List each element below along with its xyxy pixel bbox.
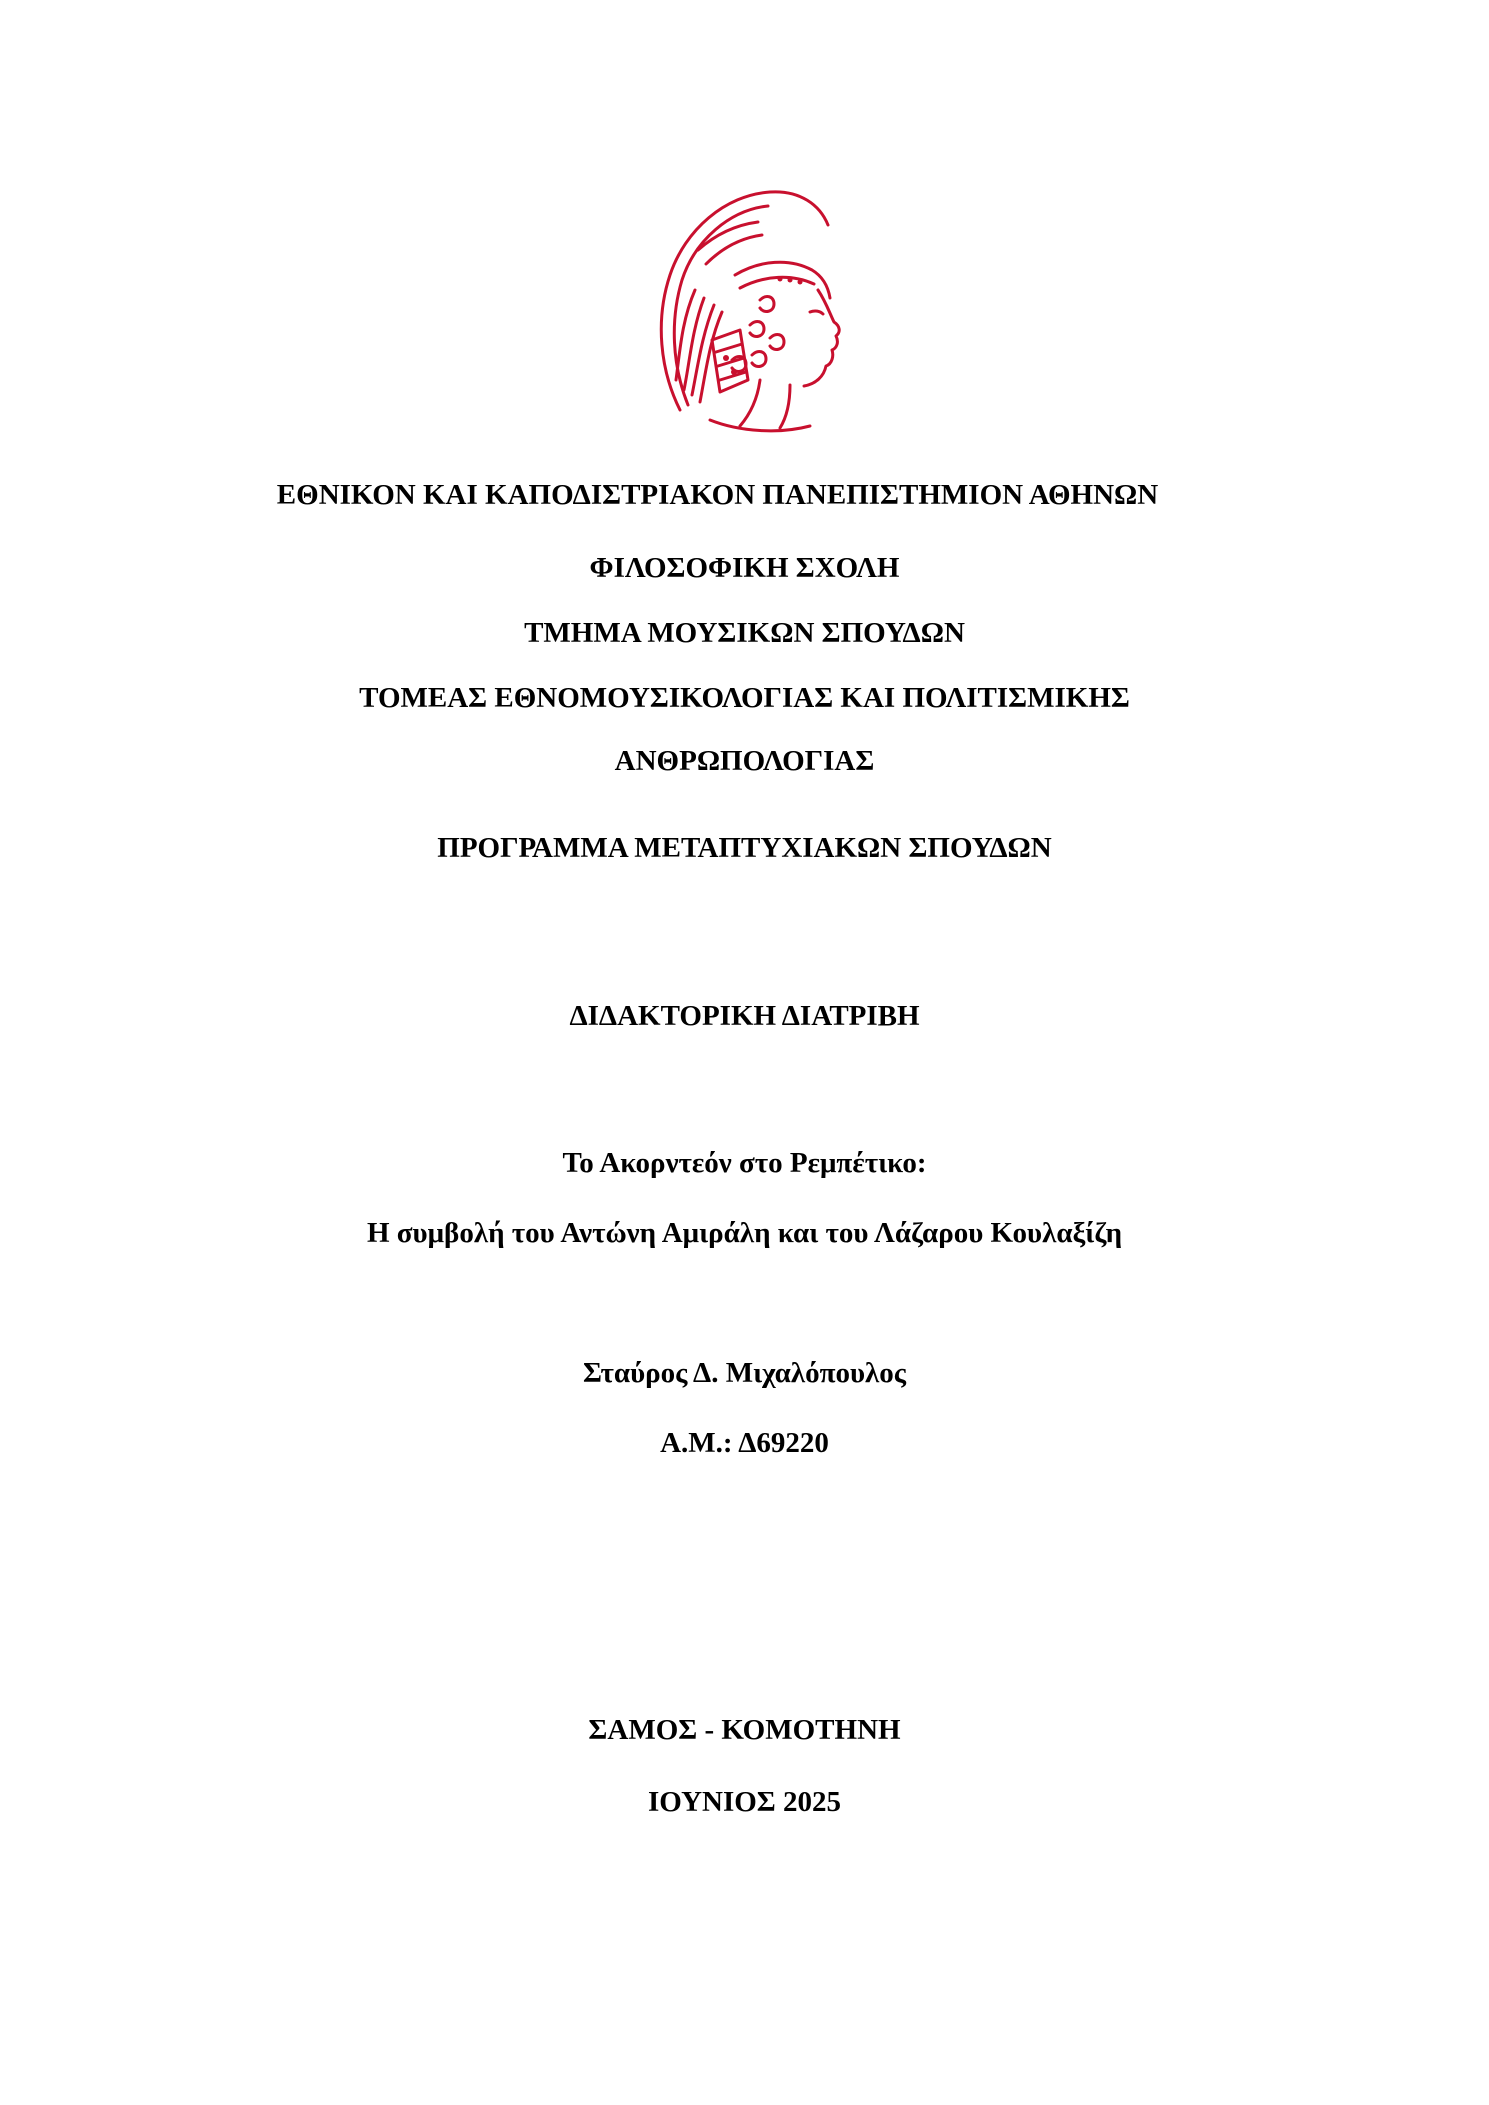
- thesis-subtitle: Η συμβολή του Αντώνη Αμιράλη και του Λάζαρου Κουλαξίζη: [366, 1217, 1123, 1249]
- date: ΙΟΥΝΙΟΣ 2025: [647, 1786, 842, 1818]
- department-name: ΤΜΗΜΑ ΜΟΥΣΙΚΩΝ ΣΠΟΥΔΩΝ: [524, 617, 965, 649]
- thesis-type: ΔΙΔΑΚΤΟΡΙΚΗ ΔΙΑΤΡΙΒΗ: [569, 1000, 920, 1032]
- place: ΣΑΜΟΣ - ΚΟΜΟΤΗΝΗ: [588, 1714, 901, 1746]
- university-name: ΕΘΝΙΚΟΝ ΚΑΙ ΚΑΠΟΔΙΣΤΡΙΑΚΟΝ ΠΑΝΕΠΙΣΤΗΜΙΟΝ ΑΘΗΝΩΝ: [276, 479, 1159, 511]
- athena-head-logo-icon: [640, 180, 860, 440]
- student-id: Α.Μ.: Δ69220: [660, 1427, 829, 1459]
- program-name: ΠΡΟΓΡΑΜΜΑ ΜΕΤΑΠΤΥΧΙΑΚΩΝ ΣΠΟΥΔΩΝ: [437, 832, 1052, 864]
- sector-name-line2: ΑΝΘΡΩΠΟΛΟΓΙΑΣ: [614, 745, 875, 777]
- sector-name-line1: ΤΟΜΕΑΣ ΕΘΝΟΜΟΥΣΙΚΟΛΟΓΙΑΣ ΚΑΙ ΠΟΛΙΤΙΣΜΙΚΗΣ: [359, 682, 1130, 714]
- thesis-title: Το Ακορντεόν στο Ρεμπέτικο:: [562, 1147, 927, 1179]
- school-name: ΦΙΛΟΣΟΦΙΚΗ ΣΧΟΛΗ: [589, 552, 900, 584]
- author-name: Σταύρος Δ. Μιχαλόπουλος: [582, 1357, 907, 1389]
